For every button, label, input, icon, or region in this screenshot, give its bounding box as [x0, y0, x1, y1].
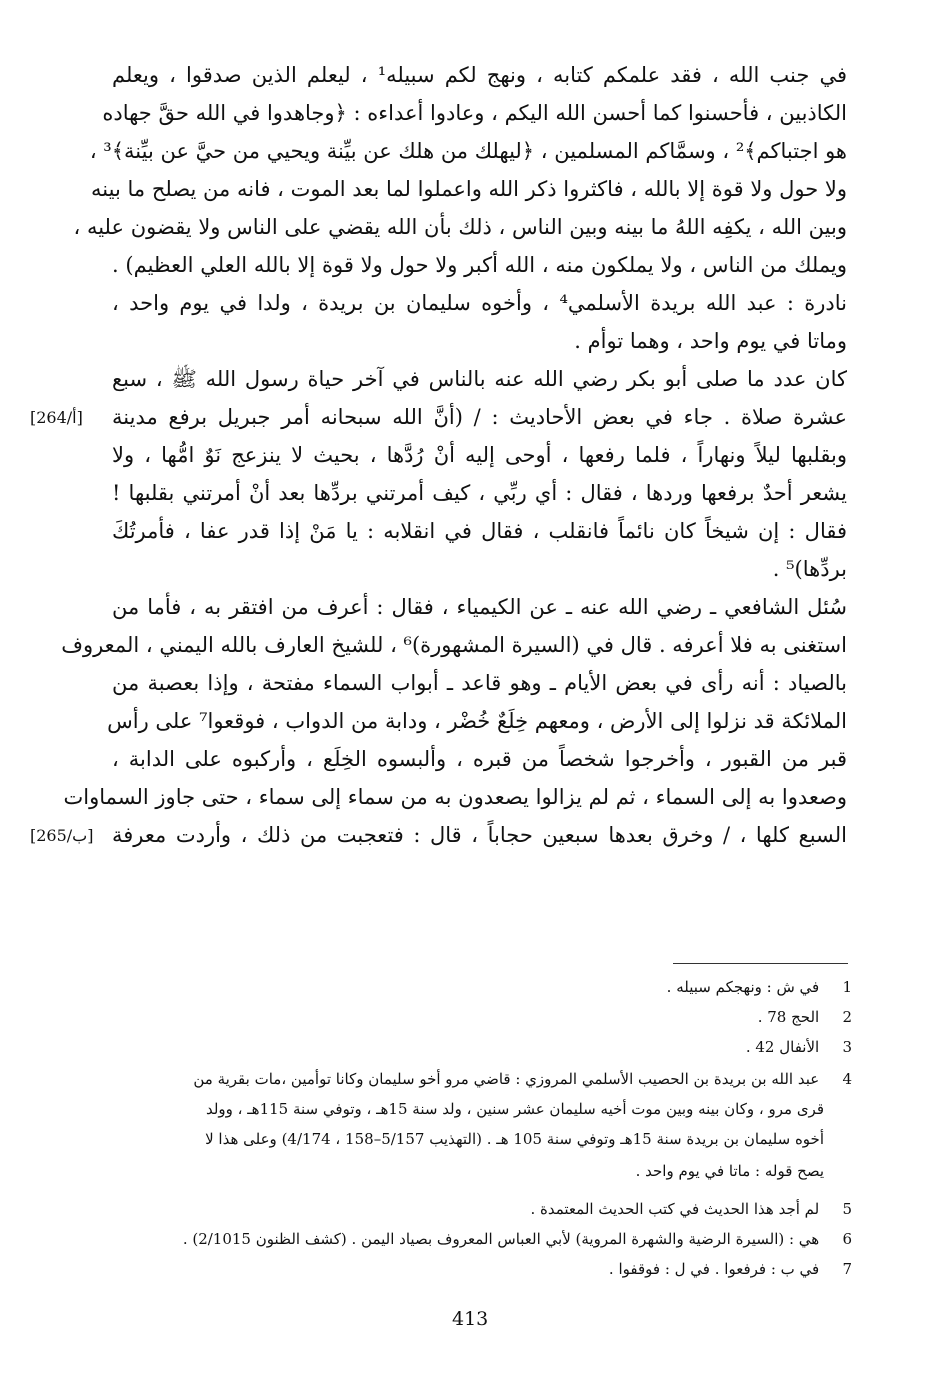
- body-line: كان عدد ما صلى أبو بكر رضي الله عنه بالناس في آخر حياة رسول الله ﷺ ، سبع: [112, 367, 847, 391]
- footnote-text: عبد الله بن بريدة بن الحصيب الأسلمي المروزي : قاضي مرو أخو سليمان وكانا توأمين ،مات بقرية من: [193, 1070, 820, 1088]
- footnote-continuation: يصح قوله : ماتا في يوم واحد .: [635, 1162, 824, 1180]
- footnote-number: 6: [842, 1230, 852, 1248]
- body-line: وماتا في يوم واحد ، وهما توأم .: [574, 329, 847, 353]
- footnote-text: في ش : ونهجكم سبيله .: [666, 978, 820, 996]
- body-line: يشعر أحدٌ برفعها وردها ، فقال : أي ربِّي ، كيف أمرتني بردِّها بعد أنْ أمرتني بقلبها !: [112, 481, 847, 505]
- body-line: بردِّها)⁵ .: [772, 557, 847, 581]
- page-number: 413: [452, 1308, 489, 1330]
- footnote-text: الأنفال 42 .: [745, 1038, 820, 1056]
- footnote-text: في ب : فرفعوا . في ل : فوقفوا .: [608, 1260, 820, 1278]
- body-line: الملائكة قد نزلوا إلى الأرض ، ومعهم خِلَعٌ خُضْر ، ودابة من الدواب ، فوقعوا⁷ على رأس: [107, 709, 847, 733]
- footnote-continuation: قرى مرو ، وكان بينه وبين موت أخيه سليمان عشر سنين ، ولد سنة 15هـ ، وتوفي سنة 115هـ ، وولد: [205, 1100, 824, 1118]
- body-line: وبقلبها ليلاً ونهاراً ، فلما رفعها ، أوحى إليه أنْ رُدَّها ، بحيث لا ينزعج نَوٌ امُّها ، ولا: [112, 443, 847, 467]
- footnote-divider: [673, 963, 848, 964]
- body-line: بالصياد : أنه رأى في بعض الأيام ـ وهو قاعد ـ أبواب السماء مفتحة ، وإذا بعصبة من: [112, 671, 847, 695]
- body-line: قبر من القبور ، وأخرجوا شخصاً من قبره ، وألبسوه الخِلَع ، وأركبوه على الدابة ،: [112, 747, 847, 771]
- footnote: [112, 1068, 852, 1090]
- footnote: [112, 1198, 852, 1220]
- body-line: استغنى به فلا أعرفه . قال في (السيرة المشهورة)⁶ ، للشيخ العارف بالله اليمني ، المعروف: [61, 633, 847, 657]
- body-line: السبع كلها ، / وخرق بعدها سبعين حجاباً ، قال : فتعجبت من ذلك ، وأردت معرفة: [112, 823, 847, 847]
- body-line: فقال : إن شيخاً كان نائماً فانقلب ، فقال في انقلابه : يا مَنْ إذا قدر عفا ، فأمرتُكَ: [112, 519, 847, 543]
- body-line: ولا حول ولا قوة إلا بالله ، فاكثروا ذكر الله واعملوا لما بعد الموت ، فانه من يصلح ما بينه: [91, 177, 847, 201]
- footnote-number: 1: [842, 978, 852, 996]
- body-line: وصعدوا به إلى السماء ، ثم لم يزالوا يصعدون به من سماء إلى سماء ، حتى جاوز السماوات: [63, 785, 847, 809]
- footnote-number: 7: [842, 1260, 852, 1278]
- footnote-number: 4: [842, 1070, 852, 1088]
- body-line: نادرة : عبد الله بريدة الأسلمي⁴ ، وأخوه سليمان بن بريدة ، ولدا في يوم واحد ،: [112, 291, 847, 315]
- body-line: وبين الله ، يكفِه اللهُ ما بينه وبين الناس ، ذلك بأن الله يقضي على الناس ولا يقضون عليه ،: [73, 215, 847, 239]
- folio-marker: [265/ب]: [30, 826, 94, 845]
- body-line: عشرة صلاة . جاء في بعض الأحاديث : / (أنَّ الله سبحانه أمر جبريل برفع مدينة: [112, 405, 847, 429]
- footnote-text: لم أجد هذا الحديث في كتب الحديث المعتمدة .: [530, 1200, 820, 1218]
- body-line: الكاذبين ، فأحسنوا كما أحسن الله اليكم ، وعادوا أعداءه : ﴿وجاهدوا في الله حقَّ جهاده: [102, 101, 847, 125]
- body-line: سُئل الشافعي ـ رضي الله عنه ـ عن الكيمياء ، فقال : أعرف من افتقر به ، فأما من: [112, 595, 847, 619]
- footnote: [112, 1258, 852, 1280]
- footnote: [112, 1036, 852, 1058]
- footnote: [112, 1006, 852, 1028]
- body-line: هو اجتباكم﴾² ، وسمَّاكم المسلمين ، ﴿ليهلك من هلك عن بيِّنة ويحيي من حيَّ عن بيِّنة﴾³ ،: [89, 139, 847, 163]
- folio-marker: [264/أ]: [30, 408, 83, 427]
- body-line: ويملك من الناس ، ولا يملكون منه ، الله أكبر ولا حول ولا قوة إلا بالله العلي العظيم) .: [112, 253, 847, 277]
- footnote: [112, 976, 852, 998]
- body-line: في جنب الله ، فقد علمكم كتابه ، ونهج لكم سبيله¹ ، ليعلم الذين صدقوا ، ويعلم: [112, 63, 848, 87]
- footnote-number: 3: [842, 1038, 852, 1056]
- footnote-text: هي : (السيرة الرضية والشهرة المروية) لأبي العباس المعروف بصياد اليمن . (كشف الظنون 2/1015) .: [182, 1230, 820, 1248]
- footnote-number: 2: [842, 1008, 852, 1026]
- footnote-number: 5: [842, 1200, 852, 1218]
- footnote-continuation: أخوه سليمان بن بريدة سنة 15هـ وتوفي سنة 105 هـ . (التهذيب 5/157–158 ، 4/174) وعلى هذا لا: [205, 1130, 824, 1148]
- footnote: [112, 1228, 852, 1250]
- footnote-text: الحج 78 .: [757, 1008, 820, 1026]
